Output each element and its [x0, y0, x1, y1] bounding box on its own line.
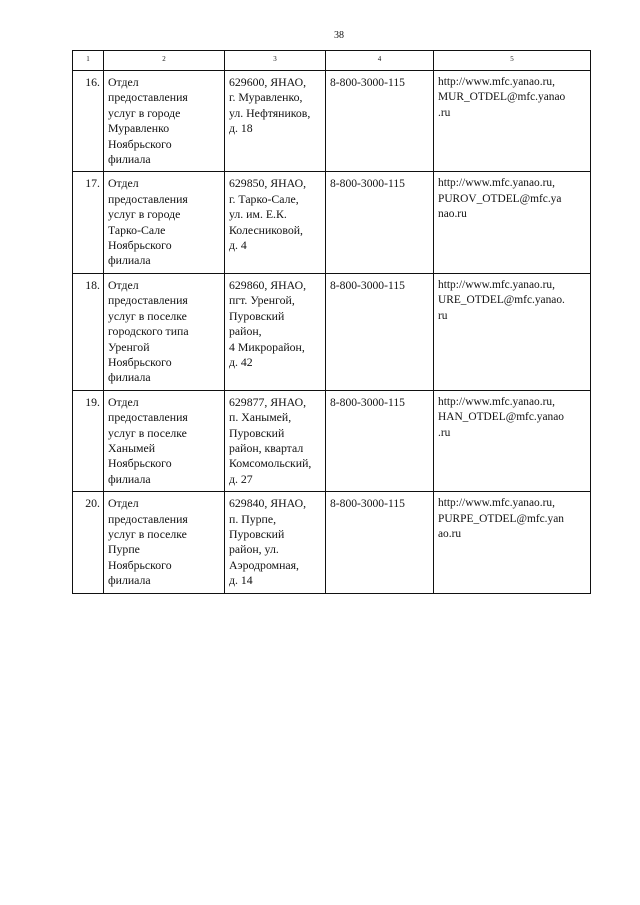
- column-number-2: 2: [104, 51, 225, 71]
- office-web-email: http://www.mfc.yanao.ru, URE_OTDEL@mfc.yanao. ru: [434, 273, 591, 390]
- office-name: Отдел предоставления услуг в поселке Пурпе Ноябрьского филиала: [104, 492, 225, 593]
- office-address: 629860, ЯНАО, пгт. Уренгой, Пуровский район, 4 Микрорайон, д. 42: [225, 273, 326, 390]
- office-address: 629600, ЯНАО, г. Муравленко, ул. Нефтяников, д. 18: [225, 71, 326, 172]
- office-phone: 8-800-3000-115: [326, 71, 434, 172]
- table-row: [73, 492, 591, 593]
- office-name: Отдел предоставления услуг в поселке Ханымей Ноябрьского филиала: [104, 390, 225, 491]
- office-phone: 8-800-3000-115: [326, 172, 434, 273]
- row-number: 17.: [73, 172, 104, 273]
- office-phone: 8-800-3000-115: [326, 492, 434, 593]
- row-number: 20.: [73, 492, 104, 593]
- column-number-4: 4: [326, 51, 434, 71]
- table-row: [73, 71, 591, 172]
- office-web-email: http://www.mfc.yanao.ru, HAN_OTDEL@mfc.yanao .ru: [434, 390, 591, 491]
- column-number-row: [73, 51, 591, 71]
- office-name: Отдел предоставления услуг в поселке городского типа Уренгой Ноябрьского филиала: [104, 273, 225, 390]
- offices-table: [72, 50, 591, 594]
- column-number-1: 1: [73, 51, 104, 71]
- table-row: [73, 273, 591, 390]
- table-row: [73, 172, 591, 273]
- office-name: Отдел предоставления услуг в городе Тарко-Сале Ноябрьского филиала: [104, 172, 225, 273]
- office-web-email: http://www.mfc.yanao.ru, MUR_OTDEL@mfc.yanao .ru: [434, 71, 591, 172]
- office-web-email: http://www.mfc.yanao.ru, PUROV_OTDEL@mfc.ya nao.ru: [434, 172, 591, 273]
- column-number-3: 3: [225, 51, 326, 71]
- office-address: 629840, ЯНАО, п. Пурпе, Пуровский район, ул. Аэродромная, д. 14: [225, 492, 326, 593]
- office-address: 629877, ЯНАО, п. Ханымей, Пуровский район, квартал Комсомольский, д. 27: [225, 390, 326, 491]
- office-phone: 8-800-3000-115: [326, 273, 434, 390]
- office-web-email: http://www.mfc.yanao.ru, PURPE_OTDEL@mfc.yan ao.ru: [434, 492, 591, 593]
- office-name: Отдел предоставления услуг в городе Муравленко Ноябрьского филиала: [104, 71, 225, 172]
- row-number: 19.: [73, 390, 104, 491]
- office-address: 629850, ЯНАО, г. Тарко-Сале, ул. им. Е.К. Колесниковой, д. 4: [225, 172, 326, 273]
- column-number-5: 5: [434, 51, 591, 71]
- row-number: 16.: [73, 71, 104, 172]
- table-row: [73, 390, 591, 491]
- page-number: 38: [334, 30, 344, 41]
- row-number: 18.: [73, 273, 104, 390]
- office-phone: 8-800-3000-115: [326, 390, 434, 491]
